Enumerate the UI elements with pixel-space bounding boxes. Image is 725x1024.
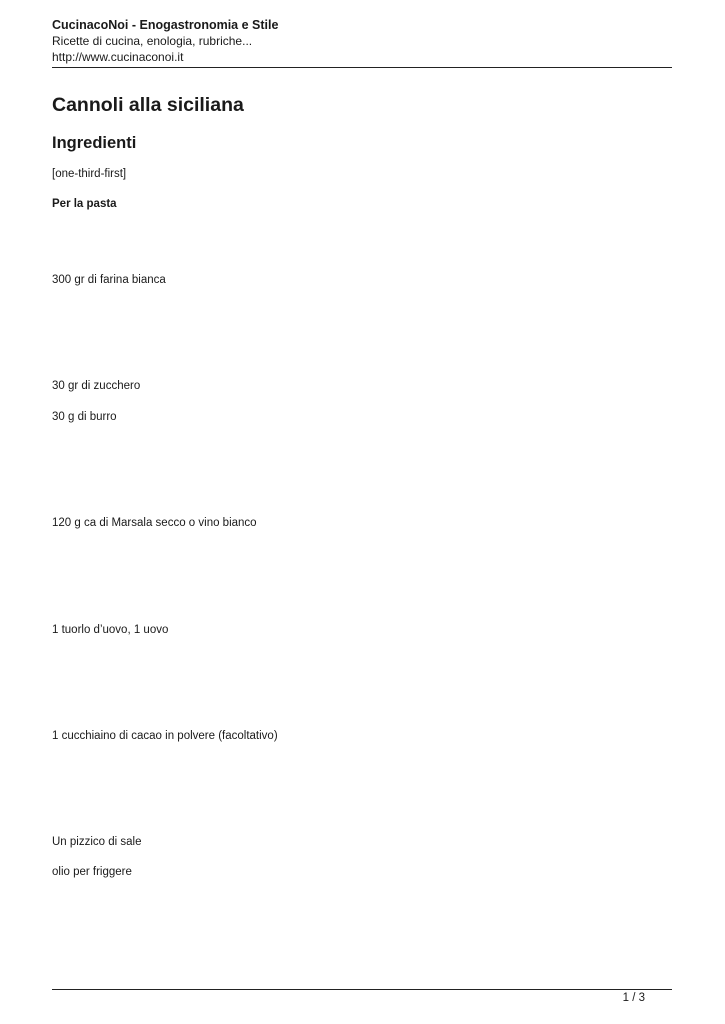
site-title: CucinacoNoi - Enogastronomia e Stile (52, 18, 279, 32)
ingredient-item: 30 g di burro (52, 411, 117, 423)
ingredient-item: 300 gr di farina bianca (52, 274, 166, 286)
ingredient-item: 120 g ca di Marsala secco o vino bianco (52, 517, 257, 529)
shortcode-text: [one-third-first] (52, 168, 127, 180)
ingredient-item: 1 tuorlo d’uovo, 1 uovo (52, 624, 169, 636)
page-number: 1 / 3 (622, 992, 645, 1004)
footer-divider (52, 989, 672, 990)
section-title-ingredients: Ingredienti (52, 134, 137, 152)
site-url: http://www.cucinaconoi.it (52, 50, 184, 64)
document-header (52, 17, 672, 65)
ingredient-item: Un pizzico di sale (52, 836, 142, 848)
subheading-pasta: Per la pasta (52, 198, 117, 210)
ingredient-item: 1 cucchiaino di cacao in polvere (facoltativo) (52, 730, 278, 742)
site-tagline: Ricette di cucina, enologia, rubriche... (52, 34, 253, 48)
ingredient-item: olio per friggere (52, 866, 132, 878)
page-title: Cannoli alla siciliana (52, 94, 244, 116)
ingredient-item: 30 gr di zucchero (52, 380, 141, 392)
header-divider (52, 67, 672, 68)
